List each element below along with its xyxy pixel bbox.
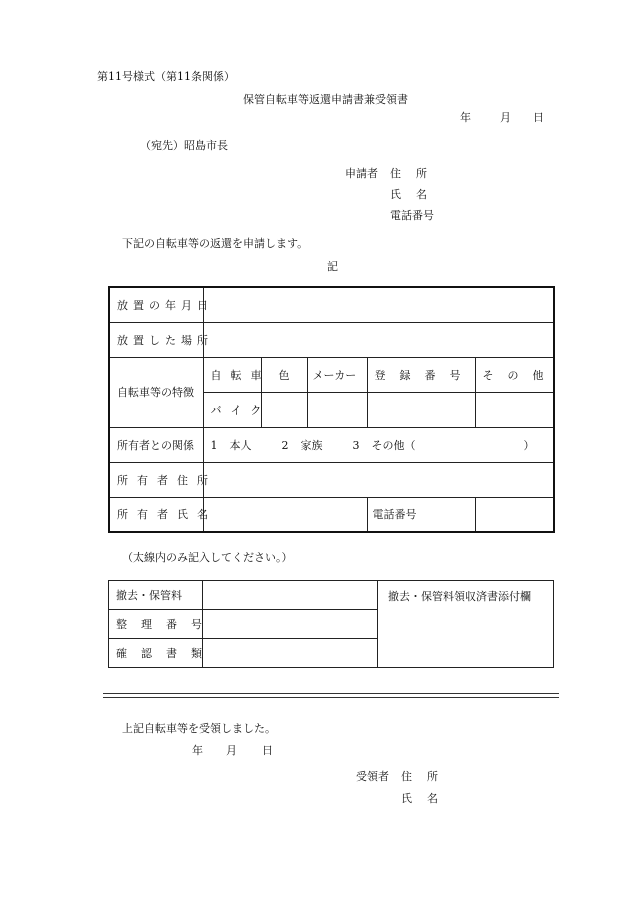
removal-fee-label: 撤去・保管料 bbox=[109, 581, 203, 610]
reference-number-label: 整理番号 bbox=[109, 610, 203, 639]
other-field[interactable] bbox=[475, 392, 554, 427]
receipt-attachment-field[interactable] bbox=[378, 581, 554, 668]
other-header: その他 bbox=[475, 357, 554, 392]
separator-line-top bbox=[103, 693, 559, 694]
abandoned-date-field[interactable] bbox=[203, 287, 554, 322]
receipt-month: 月 bbox=[226, 744, 237, 757]
reference-number-field[interactable] bbox=[203, 610, 378, 639]
receipt-attachment-label: 撤去・保管料領収済書添付欄 bbox=[388, 590, 531, 603]
abandoned-place-field[interactable] bbox=[203, 322, 554, 357]
color-header: 色 bbox=[261, 357, 307, 392]
instruction-note: （太線内のみ記入してください。） bbox=[122, 551, 293, 564]
application-table bbox=[108, 286, 558, 533]
removal-fee-field[interactable] bbox=[203, 581, 378, 610]
date-year: 年 bbox=[460, 111, 471, 124]
maker-header: メーカー bbox=[307, 357, 367, 392]
recipient-name-label: 氏 名 bbox=[401, 792, 440, 805]
rel-close-paren: ） bbox=[523, 438, 535, 452]
receipt-day: 日 bbox=[262, 744, 273, 757]
owner-address-label: 所有者住所 bbox=[109, 462, 203, 497]
owner-name-label: 所有者氏名 bbox=[109, 497, 203, 532]
relationship-label: 所有者との関係 bbox=[109, 427, 203, 462]
bicycle-label: 自転車 bbox=[203, 357, 261, 392]
applicant-phone-label: 電話番号 bbox=[390, 209, 434, 222]
abandoned-place-label: 放置した場所 bbox=[109, 322, 203, 357]
applicant-address-label: 住 所 bbox=[390, 167, 429, 180]
addressee: （宛先）昭島市長 bbox=[140, 139, 228, 152]
confirmation-docs-label: 確認書類 bbox=[109, 639, 203, 668]
date-day: 日 bbox=[533, 111, 544, 124]
rel-option-1-number: 1 bbox=[210, 438, 218, 452]
relationship-options[interactable] bbox=[203, 427, 554, 462]
owner-phone-label: 電話番号 bbox=[367, 497, 475, 532]
motorbike-label: バイク bbox=[203, 392, 261, 427]
receipt-year: 年 bbox=[192, 744, 203, 757]
maker-field[interactable] bbox=[307, 392, 367, 427]
confirmation-docs-field[interactable] bbox=[203, 639, 378, 668]
registration-number-field[interactable] bbox=[367, 392, 475, 427]
date-month: 月 bbox=[500, 111, 511, 124]
document-title: 保管自転車等返還申請書兼受領書 bbox=[243, 93, 408, 106]
separator-line-bottom bbox=[103, 697, 559, 698]
rel-option-3-number: 3 bbox=[352, 438, 360, 452]
intro-text: 下記の自転車等の返還を申請します。 bbox=[122, 237, 309, 250]
abandoned-date-label: 放置の年月日 bbox=[109, 287, 203, 322]
rel-option-self[interactable]: 本人 bbox=[229, 438, 252, 452]
registration-number-header: 登録番号 bbox=[367, 357, 475, 392]
rel-option-family[interactable]: 家族 bbox=[300, 438, 323, 452]
applicant-name-label: 氏 名 bbox=[390, 188, 429, 201]
fee-table bbox=[108, 580, 554, 668]
rel-option-other[interactable]: その他（ bbox=[371, 438, 416, 452]
features-label: 自転車等の特徴 bbox=[109, 357, 203, 427]
recipient-address-label: 住 所 bbox=[401, 770, 440, 783]
owner-phone-field[interactable] bbox=[475, 497, 554, 532]
ki-heading: 記 bbox=[327, 260, 338, 273]
recipient-label: 受領者 bbox=[356, 770, 389, 783]
applicant-label: 申請者 bbox=[345, 167, 378, 180]
receipt-statement: 上記自転車等を受領しました。 bbox=[122, 722, 276, 735]
form-number: 第11号様式（第11条関係） bbox=[97, 70, 235, 83]
owner-address-field[interactable] bbox=[203, 462, 554, 497]
owner-name-field[interactable] bbox=[203, 497, 367, 532]
rel-option-2-number: 2 bbox=[281, 438, 289, 452]
